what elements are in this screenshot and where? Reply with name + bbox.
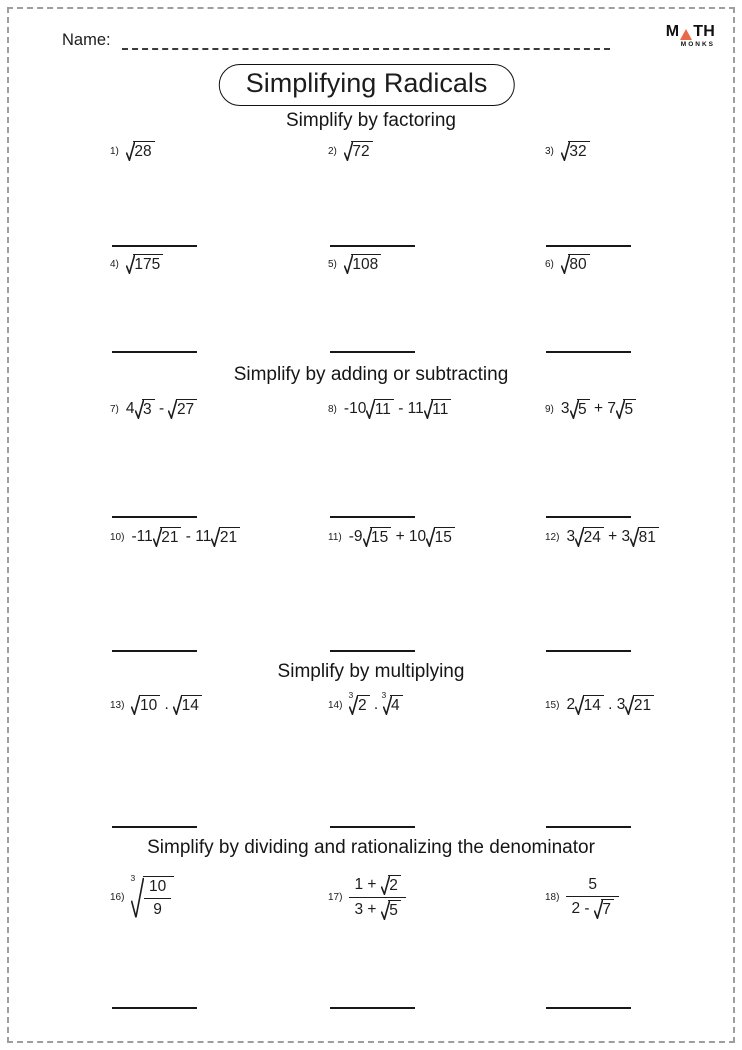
radicand (568, 141, 589, 161)
math-text: 3 (143, 401, 152, 418)
radicand (434, 527, 455, 547)
problem-number: 18) (545, 891, 560, 903)
radicand (388, 875, 401, 895)
radicand (176, 399, 197, 419)
radical (381, 875, 401, 895)
logo-text-m: M (665, 23, 680, 40)
math-text: 3 + (354, 900, 381, 918)
name-label: Name: (62, 31, 111, 49)
worksheet-title (219, 64, 515, 106)
problem-number: 12) (545, 531, 560, 543)
triangle-icon (680, 29, 692, 40)
radicand (133, 254, 163, 274)
radicand (568, 254, 589, 274)
math-text: 5 (578, 401, 587, 418)
logo-wordmark (663, 24, 715, 40)
radical-index: 3 (381, 690, 387, 700)
answer-line[interactable] (330, 351, 415, 353)
radical (594, 899, 614, 919)
radicand (142, 399, 155, 419)
fraction-numerator (144, 878, 171, 898)
problem-number: 5) (328, 258, 337, 270)
radical (131, 695, 160, 715)
radical (381, 900, 401, 920)
fraction (566, 876, 619, 919)
problem-number: 17) (328, 891, 343, 903)
math-text: 11 (374, 401, 391, 418)
math-text: 14 (181, 697, 199, 714)
math-text: 80 (569, 256, 587, 273)
problem-expression (126, 399, 197, 419)
problem-item (328, 254, 381, 274)
math-text: 81 (638, 529, 656, 546)
radicand (357, 695, 370, 715)
math-text: 15 (371, 529, 389, 546)
math-text: 28 (134, 143, 152, 160)
math-text: 10 (139, 697, 158, 714)
problem-number: 6) (545, 258, 554, 270)
math-text: 21 (633, 697, 652, 714)
radicand (351, 254, 381, 274)
radicand (374, 399, 394, 419)
radical (575, 527, 604, 547)
math-text: 11 (432, 401, 449, 418)
fraction-denominator (349, 897, 405, 920)
answer-line[interactable] (112, 1007, 197, 1009)
problem-item (545, 695, 654, 715)
math-text: 2 (357, 697, 367, 714)
problem-expression (561, 399, 636, 419)
problem-number: 16) (110, 891, 125, 903)
radicand (139, 695, 160, 715)
radical (570, 399, 590, 419)
radicand (601, 899, 614, 919)
problem-expression (561, 254, 590, 274)
problem-number: 14) (328, 699, 343, 711)
math-text: 9 (153, 900, 162, 918)
math-text: - 11 (181, 528, 212, 545)
section-heading: Simplify by dividing and rationalizing the denominator (147, 837, 595, 858)
problem-number: 2) (328, 145, 337, 157)
problem-number: 4) (110, 258, 119, 270)
fraction-denominator (566, 896, 619, 919)
radical-index: 3 (130, 872, 136, 883)
math-text: 5 (624, 401, 634, 418)
problem-expression (561, 141, 590, 161)
answer-line[interactable] (330, 245, 415, 247)
math-text: . 3 (603, 696, 626, 713)
math-text: 3 (566, 528, 576, 545)
problem-expression (126, 141, 155, 161)
problem-expression (344, 141, 373, 161)
fraction-numerator (349, 875, 405, 897)
problem-item (110, 527, 240, 547)
math-text: 32 (569, 143, 587, 160)
problem-expression (344, 399, 451, 419)
math-text: 2 (389, 876, 398, 894)
answer-line[interactable] (330, 650, 415, 652)
section-heading: Simplify by adding or subtracting (233, 364, 509, 385)
math-text: 21 (161, 529, 179, 546)
problem-item (545, 141, 590, 161)
radicand (638, 527, 659, 547)
answer-line[interactable] (546, 516, 631, 518)
radicand (160, 527, 181, 547)
answer-line[interactable] (112, 650, 197, 652)
radical (561, 141, 590, 161)
math-monks-logo (663, 24, 715, 48)
radical (630, 527, 659, 547)
worksheet-title-text: Simplifying Radicals (245, 68, 488, 98)
radical (363, 527, 392, 547)
radicand (583, 527, 604, 547)
radical (126, 141, 155, 161)
answer-line[interactable] (330, 1007, 415, 1009)
math-text: 21 (219, 529, 238, 546)
radicand (219, 527, 240, 547)
math-text: - (154, 400, 169, 417)
problem-item (328, 866, 406, 928)
fraction (349, 875, 405, 920)
radical (616, 399, 636, 419)
problem-expression (566, 527, 658, 547)
math-text: 10 (148, 877, 167, 895)
math-text: . (369, 696, 383, 713)
math-text: -10 (343, 400, 367, 417)
problem-number: 8) (328, 403, 337, 415)
math-text: - 11 (393, 400, 424, 417)
radicand (181, 695, 202, 715)
radical (135, 399, 155, 419)
math-text: + 3 (603, 528, 631, 545)
problem-expression (566, 876, 619, 919)
radical (561, 254, 590, 274)
radicand (577, 399, 590, 419)
radical (348, 690, 369, 715)
math-text: -9 (348, 528, 363, 545)
radical (575, 695, 604, 715)
fraction (144, 878, 171, 919)
math-text: + 10 (391, 528, 427, 545)
answer-line[interactable] (112, 516, 197, 518)
problem-item (110, 866, 174, 928)
math-text: 175 (134, 256, 161, 273)
math-text: 7 (602, 900, 611, 918)
answer-line[interactable] (546, 1007, 631, 1009)
math-text: 27 (176, 401, 195, 418)
answer-line[interactable] (546, 826, 631, 828)
problem-expression (349, 527, 455, 547)
problem-expression (349, 875, 405, 920)
problem-expression (131, 695, 201, 715)
math-text: 1 + (354, 875, 381, 893)
logo-text-monks: MONKS (680, 41, 715, 48)
section-heading: Simplify by factoring (285, 110, 456, 131)
radicand (351, 141, 372, 161)
fraction-numerator (583, 876, 602, 896)
problem-expression (126, 254, 163, 274)
problem-item (110, 254, 163, 274)
math-text: 4 (391, 697, 400, 714)
answer-line[interactable] (546, 245, 631, 247)
math-text: 5 (588, 875, 598, 893)
problem-item (110, 141, 155, 161)
radical (344, 254, 381, 274)
answer-line[interactable] (330, 826, 415, 828)
problem-expression (348, 690, 402, 715)
radicand (633, 695, 654, 715)
problem-number: 15) (545, 699, 560, 711)
problem-item (545, 866, 619, 928)
math-text: 72 (352, 143, 370, 160)
radical (424, 399, 452, 419)
radical (173, 695, 202, 715)
answer-line[interactable] (546, 351, 631, 353)
problem-number: 3) (545, 145, 554, 157)
problem-expression (344, 254, 381, 274)
problem-expression (131, 527, 240, 547)
radical (153, 527, 182, 547)
name-fill-line[interactable] (122, 32, 610, 50)
radicand (390, 695, 403, 715)
problem-expression (566, 695, 654, 715)
problem-item (545, 254, 590, 274)
math-text: 2 (566, 696, 576, 713)
section-heading: Simplify by multiplying (277, 661, 465, 682)
logo-text-th: TH (693, 23, 715, 40)
radicand (431, 399, 451, 419)
problem-expression (130, 872, 174, 919)
problem-item (545, 399, 636, 419)
math-text: 3 (560, 400, 570, 417)
radical (366, 399, 394, 419)
math-text: 2 - (571, 899, 594, 917)
radical (625, 695, 654, 715)
problem-item (328, 690, 403, 715)
problem-item (110, 695, 202, 715)
answer-line[interactable] (112, 351, 197, 353)
problem-number: 9) (545, 403, 554, 415)
radicand (370, 527, 391, 547)
radicand (583, 695, 604, 715)
answer-line[interactable] (112, 245, 197, 247)
math-text: 15 (434, 529, 452, 546)
problem-number: 13) (110, 699, 125, 711)
problem-number: 11) (328, 531, 342, 543)
problem-item (545, 527, 659, 547)
radical (211, 527, 240, 547)
answer-line[interactable] (546, 650, 631, 652)
radicand (388, 900, 401, 920)
radical (126, 254, 163, 274)
math-text: + 7 (589, 400, 616, 417)
radical (426, 527, 455, 547)
math-text: 5 (389, 901, 398, 919)
problem-number: 7) (110, 403, 119, 415)
problem-item (328, 399, 451, 419)
problem-item (110, 399, 197, 419)
math-text: 14 (583, 697, 601, 714)
problem-item (328, 141, 373, 161)
problem-number: 1) (110, 145, 119, 157)
answer-line[interactable] (330, 516, 415, 518)
radical-index: 3 (348, 690, 354, 700)
math-text: 108 (352, 256, 379, 273)
math-text: . (160, 696, 174, 713)
radical (381, 690, 403, 715)
radical (130, 872, 174, 919)
radical (168, 399, 197, 419)
math-text: -11 (131, 528, 153, 545)
answer-line[interactable] (112, 826, 197, 828)
radical (344, 141, 373, 161)
radicand (623, 399, 636, 419)
radicand (133, 141, 154, 161)
problem-item (328, 527, 455, 547)
math-text: 4 (125, 400, 135, 417)
radicand (143, 876, 174, 919)
fraction-denominator (144, 898, 171, 919)
problem-number: 10) (110, 531, 125, 543)
math-text: 24 (583, 529, 601, 546)
